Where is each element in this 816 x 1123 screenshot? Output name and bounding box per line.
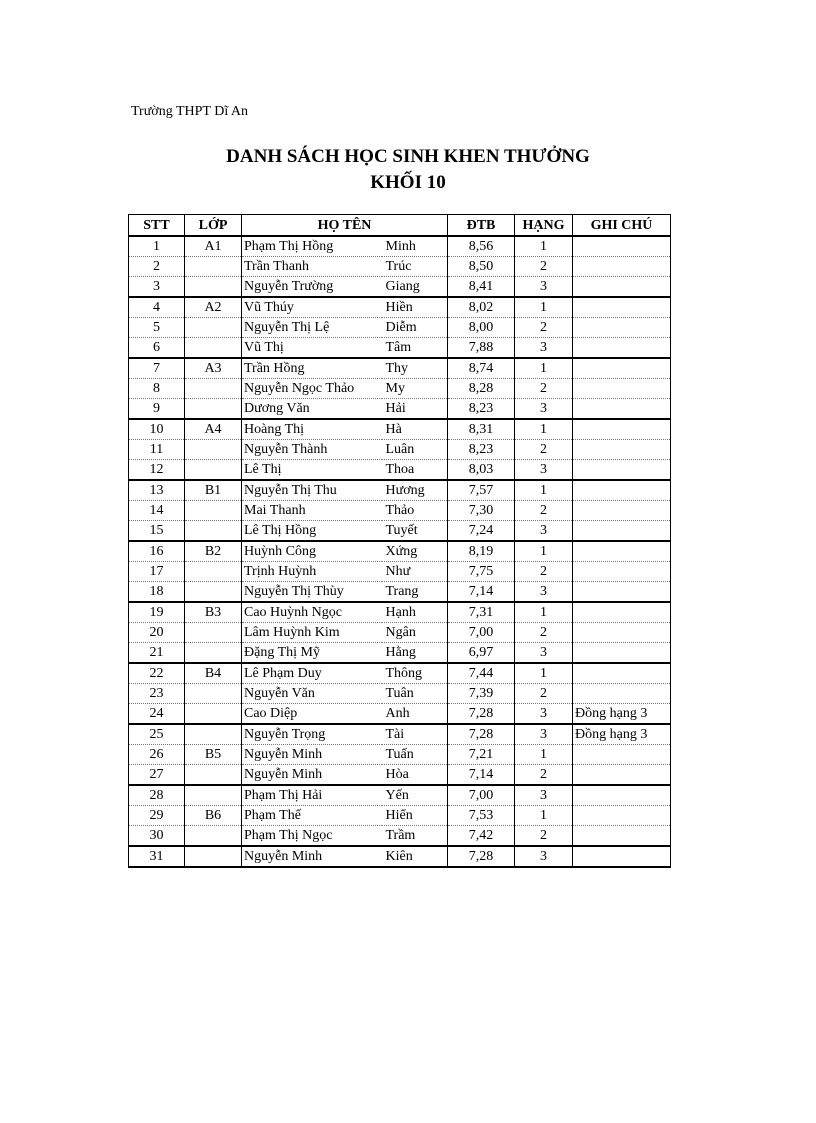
cell-given-name: Thảo xyxy=(382,501,448,521)
cell-class xyxy=(185,826,242,847)
cell-given-name: Trúc xyxy=(382,257,448,277)
cell-note xyxy=(573,480,671,501)
cell-surname: Lê Thị xyxy=(242,460,382,481)
cell-given-name: Diễm xyxy=(382,318,448,338)
cell-stt: 14 xyxy=(129,501,185,521)
cell-class xyxy=(185,785,242,806)
cell-surname: Nguyễn Minh xyxy=(242,765,382,786)
cell-note xyxy=(573,623,671,643)
cell-note xyxy=(573,277,671,298)
cell-stt: 20 xyxy=(129,623,185,643)
cell-class xyxy=(185,704,242,725)
cell-rank: 2 xyxy=(515,440,573,460)
cell-stt: 26 xyxy=(129,745,185,765)
cell-rank: 3 xyxy=(515,460,573,481)
cell-class xyxy=(185,440,242,460)
cell-stt: 25 xyxy=(129,724,185,745)
table-row xyxy=(129,562,671,582)
cell-gpa: 7,21 xyxy=(448,745,515,765)
cell-surname: Cao Huỳnh Ngọc xyxy=(242,602,382,623)
cell-gpa: 8,41 xyxy=(448,277,515,298)
cell-rank: 2 xyxy=(515,684,573,704)
cell-surname: Trịnh Huỳnh xyxy=(242,562,382,582)
cell-stt: 19 xyxy=(129,602,185,623)
cell-note xyxy=(573,745,671,765)
cell-note xyxy=(573,399,671,420)
cell-class: A4 xyxy=(185,419,242,440)
cell-note xyxy=(573,541,671,562)
cell-rank: 2 xyxy=(515,318,573,338)
cell-class xyxy=(185,501,242,521)
cell-surname: Nguyễn Thị Lệ xyxy=(242,318,382,338)
cell-surname: Phạm Thế xyxy=(242,806,382,826)
cell-note xyxy=(573,562,671,582)
cell-given-name: Tuân xyxy=(382,684,448,704)
cell-note xyxy=(573,297,671,318)
cell-class: A1 xyxy=(185,236,242,257)
cell-note xyxy=(573,379,671,399)
cell-gpa: 7,39 xyxy=(448,684,515,704)
cell-stt: 5 xyxy=(129,318,185,338)
cell-class xyxy=(185,623,242,643)
cell-note xyxy=(573,501,671,521)
cell-stt: 13 xyxy=(129,480,185,501)
cell-gpa: 7,75 xyxy=(448,562,515,582)
cell-class xyxy=(185,582,242,603)
column-header-rank: HẠNG xyxy=(515,215,573,237)
cell-note xyxy=(573,440,671,460)
table-row xyxy=(129,663,671,684)
cell-gpa: 8,23 xyxy=(448,399,515,420)
cell-surname: Phạm Thị Hải xyxy=(242,785,382,806)
cell-class xyxy=(185,684,242,704)
cell-rank: 3 xyxy=(515,724,573,745)
cell-gpa: 8,03 xyxy=(448,460,515,481)
cell-surname: Dương Văn xyxy=(242,399,382,420)
cell-given-name: Anh xyxy=(382,704,448,725)
table-row xyxy=(129,419,671,440)
cell-note xyxy=(573,236,671,257)
cell-stt: 6 xyxy=(129,338,185,359)
table-row xyxy=(129,806,671,826)
cell-rank: 3 xyxy=(515,582,573,603)
cell-surname: Lâm Huỳnh Kim xyxy=(242,623,382,643)
cell-class xyxy=(185,562,242,582)
table-row xyxy=(129,236,671,257)
cell-stt: 11 xyxy=(129,440,185,460)
cell-stt: 2 xyxy=(129,257,185,277)
table-row xyxy=(129,501,671,521)
cell-rank: 3 xyxy=(515,399,573,420)
cell-class xyxy=(185,724,242,745)
cell-surname: Nguyễn Thị Thùy xyxy=(242,582,382,603)
cell-rank: 1 xyxy=(515,358,573,379)
cell-stt: 15 xyxy=(129,521,185,542)
cell-surname: Nguyễn Minh xyxy=(242,846,382,867)
cell-gpa: 7,28 xyxy=(448,846,515,867)
cell-note xyxy=(573,419,671,440)
cell-given-name: Thy xyxy=(382,358,448,379)
cell-note xyxy=(573,846,671,867)
cell-note: Đồng hạng 3 xyxy=(573,704,671,725)
column-header-note: GHI CHÚ xyxy=(573,215,671,237)
cell-rank: 2 xyxy=(515,257,573,277)
cell-stt: 16 xyxy=(129,541,185,562)
cell-class xyxy=(185,257,242,277)
cell-stt: 7 xyxy=(129,358,185,379)
cell-given-name: Thông xyxy=(382,663,448,684)
cell-gpa: 7,14 xyxy=(448,582,515,603)
cell-given-name: Thoa xyxy=(382,460,448,481)
table-row xyxy=(129,297,671,318)
table-row xyxy=(129,826,671,847)
table-row xyxy=(129,602,671,623)
table-row xyxy=(129,684,671,704)
cell-gpa: 7,30 xyxy=(448,501,515,521)
cell-gpa: 6,97 xyxy=(448,643,515,664)
cell-class xyxy=(185,318,242,338)
cell-class: B1 xyxy=(185,480,242,501)
cell-gpa: 8,19 xyxy=(448,541,515,562)
cell-class xyxy=(185,277,242,298)
cell-surname: Lê Phạm Duy xyxy=(242,663,382,684)
cell-rank: 2 xyxy=(515,765,573,786)
cell-note xyxy=(573,318,671,338)
cell-stt: 8 xyxy=(129,379,185,399)
table-row xyxy=(129,318,671,338)
cell-note xyxy=(573,806,671,826)
cell-note xyxy=(573,785,671,806)
cell-stt: 28 xyxy=(129,785,185,806)
cell-rank: 2 xyxy=(515,623,573,643)
cell-stt: 29 xyxy=(129,806,185,826)
cell-note xyxy=(573,521,671,542)
cell-given-name: Hà xyxy=(382,419,448,440)
cell-surname: Phạm Thị Hồng xyxy=(242,236,382,257)
cell-rank: 1 xyxy=(515,541,573,562)
cell-stt: 1 xyxy=(129,236,185,257)
cell-given-name: Ngân xyxy=(382,623,448,643)
cell-stt: 17 xyxy=(129,562,185,582)
cell-note xyxy=(573,460,671,481)
cell-stt: 23 xyxy=(129,684,185,704)
cell-note xyxy=(573,826,671,847)
table-row xyxy=(129,277,671,298)
cell-rank: 1 xyxy=(515,745,573,765)
cell-note xyxy=(573,684,671,704)
cell-surname: Nguyễn Văn xyxy=(242,684,382,704)
cell-class: B5 xyxy=(185,745,242,765)
cell-gpa: 7,24 xyxy=(448,521,515,542)
cell-gpa: 7,28 xyxy=(448,724,515,745)
table-row xyxy=(129,521,671,542)
cell-given-name: Tài xyxy=(382,724,448,745)
table-row xyxy=(129,745,671,765)
table-row xyxy=(129,379,671,399)
column-header-class: LỚP xyxy=(185,215,242,237)
cell-gpa: 8,23 xyxy=(448,440,515,460)
cell-rank: 2 xyxy=(515,379,573,399)
column-header-gpa: ĐTB xyxy=(448,215,515,237)
cell-given-name: Giang xyxy=(382,277,448,298)
cell-rank: 2 xyxy=(515,501,573,521)
cell-gpa: 8,74 xyxy=(448,358,515,379)
cell-note xyxy=(573,338,671,359)
cell-given-name: Hòa xyxy=(382,765,448,786)
awards-table xyxy=(128,214,671,868)
cell-rank: 1 xyxy=(515,806,573,826)
cell-given-name: Yến xyxy=(382,785,448,806)
table-row xyxy=(129,338,671,359)
cell-gpa: 8,00 xyxy=(448,318,515,338)
table-row xyxy=(129,785,671,806)
cell-stt: 12 xyxy=(129,460,185,481)
cell-surname: Trần Thanh xyxy=(242,257,382,277)
cell-rank: 3 xyxy=(515,521,573,542)
cell-stt: 22 xyxy=(129,663,185,684)
cell-stt: 31 xyxy=(129,846,185,867)
cell-given-name: Hạnh xyxy=(382,602,448,623)
cell-note xyxy=(573,643,671,664)
cell-stt: 4 xyxy=(129,297,185,318)
cell-note xyxy=(573,257,671,277)
cell-class: A2 xyxy=(185,297,242,318)
cell-given-name: Luân xyxy=(382,440,448,460)
cell-given-name: Hằng xyxy=(382,643,448,664)
cell-note xyxy=(573,602,671,623)
cell-gpa: 7,00 xyxy=(448,785,515,806)
cell-gpa: 7,28 xyxy=(448,704,515,725)
cell-gpa: 8,50 xyxy=(448,257,515,277)
cell-surname: Mai Thanh xyxy=(242,501,382,521)
table-row xyxy=(129,582,671,603)
cell-given-name: Xứng xyxy=(382,541,448,562)
table-row xyxy=(129,623,671,643)
cell-gpa: 7,14 xyxy=(448,765,515,786)
cell-given-name: Như xyxy=(382,562,448,582)
cell-surname: Hoàng Thị xyxy=(242,419,382,440)
cell-class xyxy=(185,338,242,359)
table-row xyxy=(129,460,671,481)
cell-surname: Nguyễn Thành xyxy=(242,440,382,460)
table-row xyxy=(129,257,671,277)
cell-gpa: 8,56 xyxy=(448,236,515,257)
cell-note xyxy=(573,358,671,379)
table-row xyxy=(129,399,671,420)
cell-stt: 21 xyxy=(129,643,185,664)
cell-gpa: 7,88 xyxy=(448,338,515,359)
cell-given-name: Hiển xyxy=(382,806,448,826)
cell-gpa: 8,28 xyxy=(448,379,515,399)
cell-gpa: 7,31 xyxy=(448,602,515,623)
cell-rank: 2 xyxy=(515,562,573,582)
cell-surname: Nguyễn Minh xyxy=(242,745,382,765)
cell-gpa: 7,00 xyxy=(448,623,515,643)
cell-given-name: Tâm xyxy=(382,338,448,359)
cell-surname: Cao Diệp xyxy=(242,704,382,725)
table-row xyxy=(129,765,671,786)
cell-rank: 3 xyxy=(515,338,573,359)
cell-class xyxy=(185,643,242,664)
cell-rank: 3 xyxy=(515,846,573,867)
document-title: DANH SÁCH HỌC SINH KHEN THƯỞNG xyxy=(226,146,590,167)
cell-class: B2 xyxy=(185,541,242,562)
cell-given-name: Tuyết xyxy=(382,521,448,542)
cell-rank: 1 xyxy=(515,297,573,318)
table-row xyxy=(129,480,671,501)
cell-gpa: 7,44 xyxy=(448,663,515,684)
cell-given-name: Minh xyxy=(382,236,448,257)
table-row xyxy=(129,440,671,460)
cell-rank: 1 xyxy=(515,602,573,623)
cell-rank: 3 xyxy=(515,785,573,806)
column-header-stt: STT xyxy=(129,215,185,237)
cell-surname: Nguyễn Trọng xyxy=(242,724,382,745)
cell-class xyxy=(185,521,242,542)
table-row xyxy=(129,643,671,664)
document-subtitle: KHỐI 10 xyxy=(370,172,446,193)
cell-class xyxy=(185,846,242,867)
cell-given-name: Hiền xyxy=(382,297,448,318)
cell-rank: 3 xyxy=(515,643,573,664)
cell-surname: Lê Thị Hồng xyxy=(242,521,382,542)
column-header-name: HỌ TÊN xyxy=(242,215,448,237)
cell-surname: Huỳnh Công xyxy=(242,541,382,562)
cell-gpa: 8,31 xyxy=(448,419,515,440)
cell-class xyxy=(185,765,242,786)
cell-class: B4 xyxy=(185,663,242,684)
cell-gpa: 7,53 xyxy=(448,806,515,826)
cell-stt: 10 xyxy=(129,419,185,440)
cell-rank: 1 xyxy=(515,663,573,684)
cell-note xyxy=(573,582,671,603)
cell-stt: 24 xyxy=(129,704,185,725)
cell-surname: Nguyễn Trường xyxy=(242,277,382,298)
cell-class xyxy=(185,460,242,481)
cell-stt: 27 xyxy=(129,765,185,786)
cell-stt: 30 xyxy=(129,826,185,847)
cell-rank: 1 xyxy=(515,236,573,257)
cell-given-name: Hương xyxy=(382,480,448,501)
cell-gpa: 8,02 xyxy=(448,297,515,318)
table-row xyxy=(129,541,671,562)
cell-class: B3 xyxy=(185,602,242,623)
cell-rank: 3 xyxy=(515,277,573,298)
cell-class xyxy=(185,399,242,420)
cell-stt: 18 xyxy=(129,582,185,603)
cell-surname: Đặng Thị Mỹ xyxy=(242,643,382,664)
cell-surname: Vũ Thị xyxy=(242,338,382,359)
cell-stt: 9 xyxy=(129,399,185,420)
cell-surname: Phạm Thị Ngọc xyxy=(242,826,382,847)
cell-note xyxy=(573,765,671,786)
table-row xyxy=(129,724,671,745)
table-header-row xyxy=(129,215,671,237)
cell-given-name: Hải xyxy=(382,399,448,420)
table-row xyxy=(129,846,671,867)
cell-given-name: Tuấn xyxy=(382,745,448,765)
cell-class: B6 xyxy=(185,806,242,826)
cell-gpa: 7,42 xyxy=(448,826,515,847)
cell-given-name: Trang xyxy=(382,582,448,603)
cell-class xyxy=(185,379,242,399)
cell-given-name: My xyxy=(382,379,448,399)
cell-surname: Vũ Thúy xyxy=(242,297,382,318)
cell-rank: 3 xyxy=(515,704,573,725)
table-row xyxy=(129,358,671,379)
cell-given-name: Trầm xyxy=(382,826,448,847)
cell-surname: Trần Hồng xyxy=(242,358,382,379)
school-name: Trường THPT Dĩ An xyxy=(131,104,249,119)
cell-class: A3 xyxy=(185,358,242,379)
table-row xyxy=(129,704,671,725)
cell-rank: 1 xyxy=(515,480,573,501)
cell-surname: Nguyễn Ngọc Thảo xyxy=(242,379,382,399)
cell-rank: 2 xyxy=(515,826,573,847)
cell-surname: Nguyễn Thị Thu xyxy=(242,480,382,501)
cell-note: Đồng hạng 3 xyxy=(573,724,671,745)
cell-stt: 3 xyxy=(129,277,185,298)
cell-note xyxy=(573,663,671,684)
cell-rank: 1 xyxy=(515,419,573,440)
cell-gpa: 7,57 xyxy=(448,480,515,501)
cell-given-name: Kiên xyxy=(382,846,448,867)
